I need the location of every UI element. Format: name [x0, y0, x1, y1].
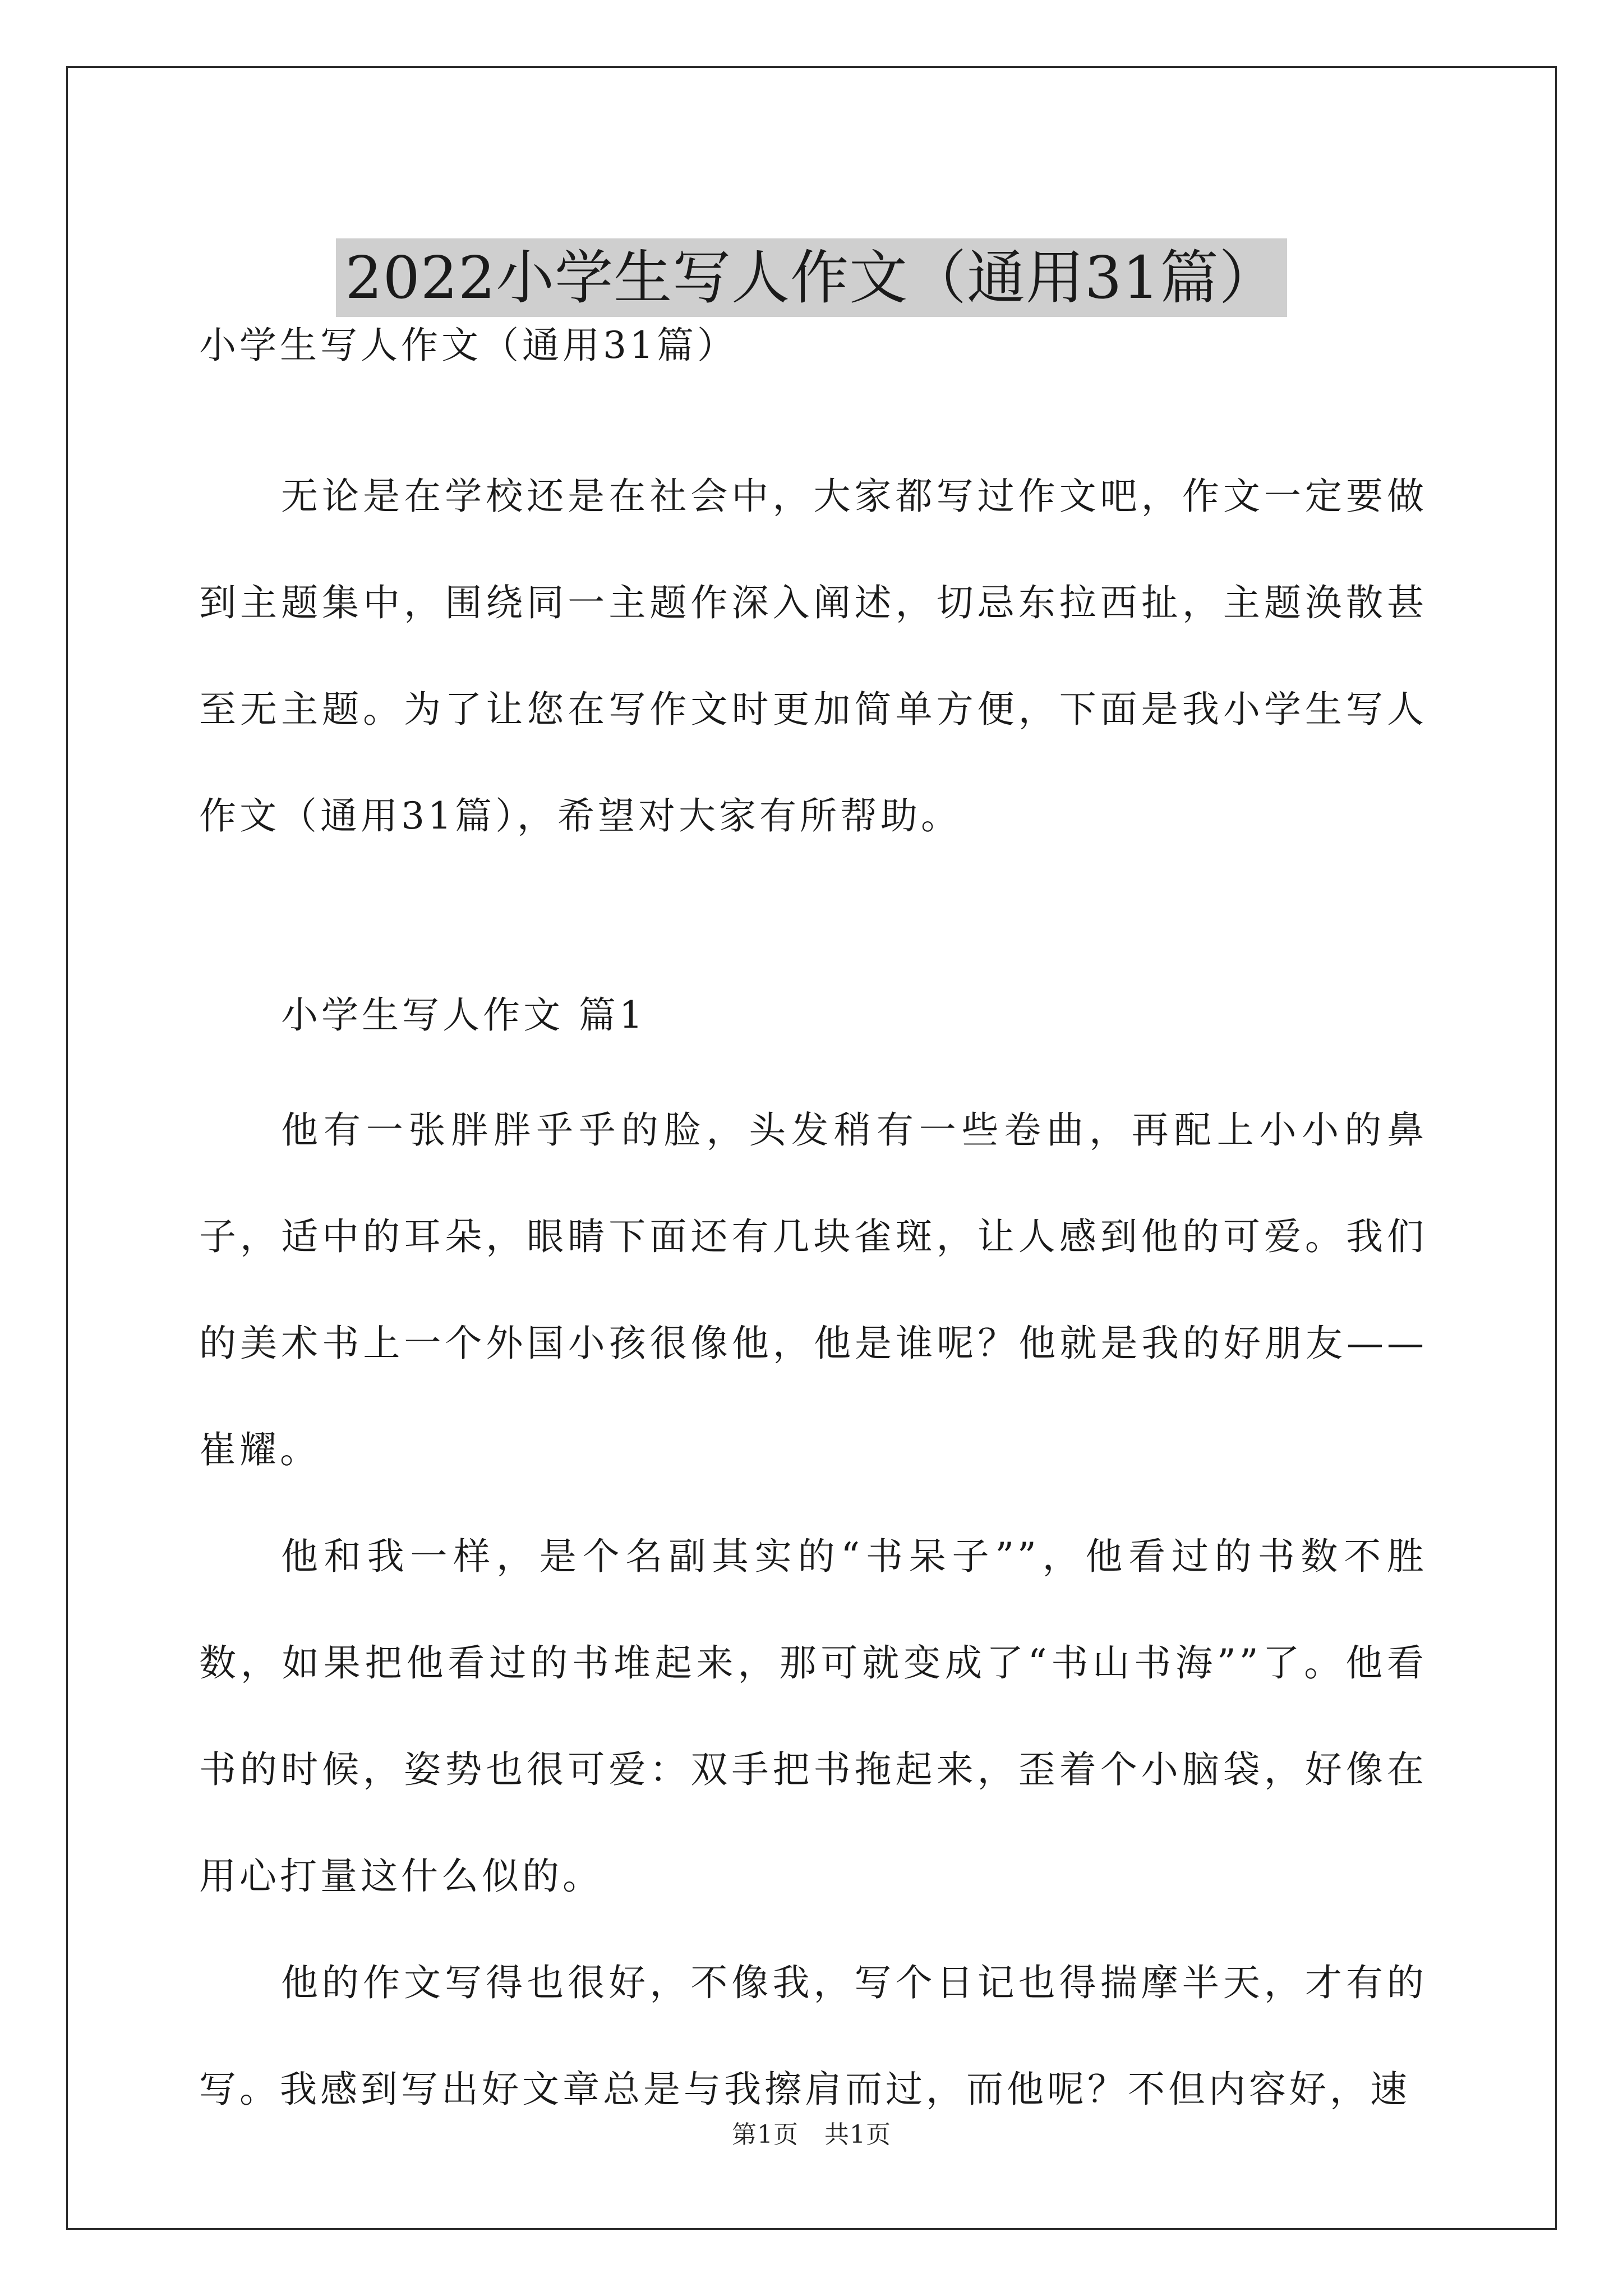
page-number-total: 共1页 — [824, 2120, 891, 2149]
section-paragraph-3: 他的作文写得也很好，不像我，写个日记也得揣摩半天，才有的写。我感到写出好文章总是与我擦肩而过，而他呢？不但内容好，速 — [199, 1961, 1427, 2111]
section-paragraph-1: 他有一张胖胖乎乎的脸，头发稍有一些卷曲，再配上小小的鼻子，适中的耳朵，眼睛下面还有几块雀斑，让人感到他的可爱。我们的美术书上一个外国小孩很像他，他是谁呢？他就是我的好朋友——崔耀。 — [199, 1108, 1427, 1471]
intro-paragraph: 无论是在学校还是在社会中，大家都写过作文吧，作文一定要做到主题集中，围绕同一主题作深入阐述，切忌东拉西扯，主题涣散甚至无主题。为了让您在写作文时更加简单方便，下面是我小学生写人作文（通用31篇），希望对大家有所帮助。 — [199, 475, 1427, 838]
page-footer — [0, 2118, 1623, 2152]
section-heading: 小学生写人作文 篇1 — [281, 993, 646, 1037]
intro-block — [199, 443, 1427, 869]
page-number-current: 第1页 — [732, 2120, 799, 2149]
document-subtitle: 小学生写人作文（通用31篇） — [199, 324, 737, 367]
section-paragraph-2: 他和我一样，是个名副其实的“书呆子””，他看过的书数不胜数，如果把他看过的书堆起来，那可就变成了“书山书海””了。他看书的时候，姿势也很可爱：双手把书拖起来，歪着个小脑袋，好像在用心打量这什么似的。 — [199, 1535, 1427, 1898]
section-body — [199, 1077, 1427, 2143]
document-title: 2022小学生写人作文（通用31篇） — [336, 238, 1287, 317]
